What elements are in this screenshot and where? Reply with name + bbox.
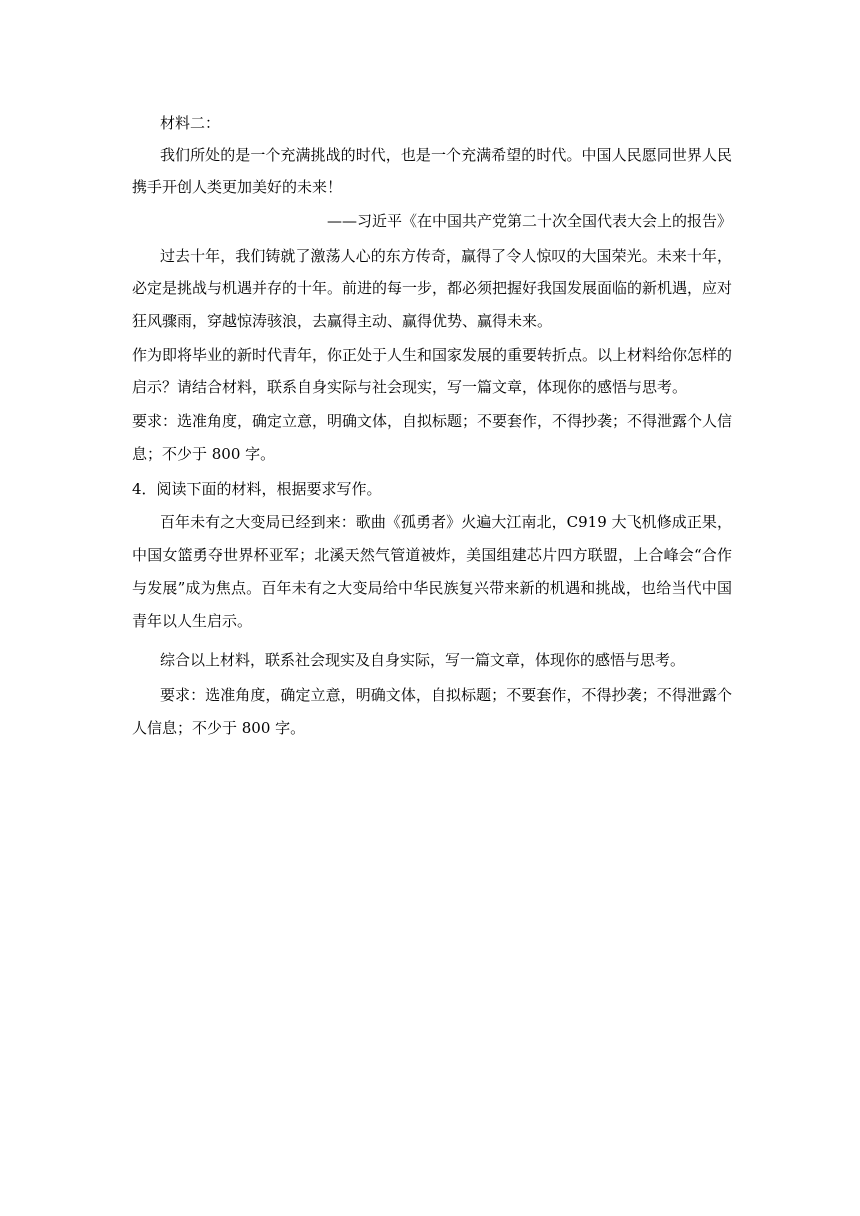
question-4-paragraph1-line4: 青年以人生启示。 [132, 612, 253, 630]
question-4-requirements-line2: 人信息；不少于 800 字。 [132, 719, 306, 737]
material2-paragraph2-line1: 过去十年，我们铸就了激荡人心的东方传奇，赢得了令人惊叹的大国荣光。未来十年， [160, 247, 732, 265]
question-4-paragraph1-line2: 中国女篮勇夺世界杯亚军；北溪天然气管道被炸，美国组建芯片四方联盟，上合峰会“合作 [132, 546, 732, 564]
material2-attribution: ——习近平《在中国共产党第二十次全国代表大会上的报告》 [326, 212, 732, 230]
question-4-paragraph1-line3: 与发展”成为焦点。百年未有之大变局给中华民族复兴带来新的机遇和挑战，也给当代中国 [132, 579, 732, 597]
writing-prompt-line2: 启示？请结合材料，联系自身实际与社会现实，写一篇文章，体现你的感悟与思考。 [132, 378, 688, 396]
writing-prompt-line1: 作为即将毕业的新时代青年，你正处于人生和国家发展的重要转折点。以上材料给你怎样的 [132, 346, 732, 364]
material2-paragraph1-line2: 携手开创人类更加美好的未来！ [132, 178, 343, 196]
question-4-title: 4．阅读下面的材料，根据要求写作。 [132, 480, 382, 498]
requirements-line1: 要求：选准角度，确定立意，明确文体，自拟标题；不要套作，不得抄袭；不得泄露个人信 [132, 412, 732, 430]
material2-paragraph2-line3: 狂风骤雨，穿越惊涛骇浪，去赢得主动、赢得优势、赢得未来。 [132, 312, 553, 330]
material2-heading: 材料二： [160, 114, 221, 132]
material2-paragraph2-line2: 必定是挑战与机遇并存的十年。前进的每一步，都必须把握好我国发展面临的新机遇，应对 [132, 279, 732, 297]
material2-paragraph1-line1: 我们所处的是一个充满挑战的时代，也是一个充满希望的时代。中国人民愿同世界人民 [160, 146, 732, 164]
requirements-line2: 息；不少于 800 字。 [132, 445, 276, 463]
question-4-requirements-line1: 要求：选准角度，确定立意，明确文体，自拟标题；不要套作，不得抄袭；不得泄露个 [160, 686, 732, 704]
question-4-paragraph2: 综合以上材料，联系社会现实及自身实际，写一篇文章，体现你的感悟与思考。 [160, 651, 686, 669]
question-4-paragraph1-line1: 百年未有之大变局已经到来：歌曲《孤勇者》火遍大江南北，C919 大飞机修成正果， [160, 513, 732, 531]
